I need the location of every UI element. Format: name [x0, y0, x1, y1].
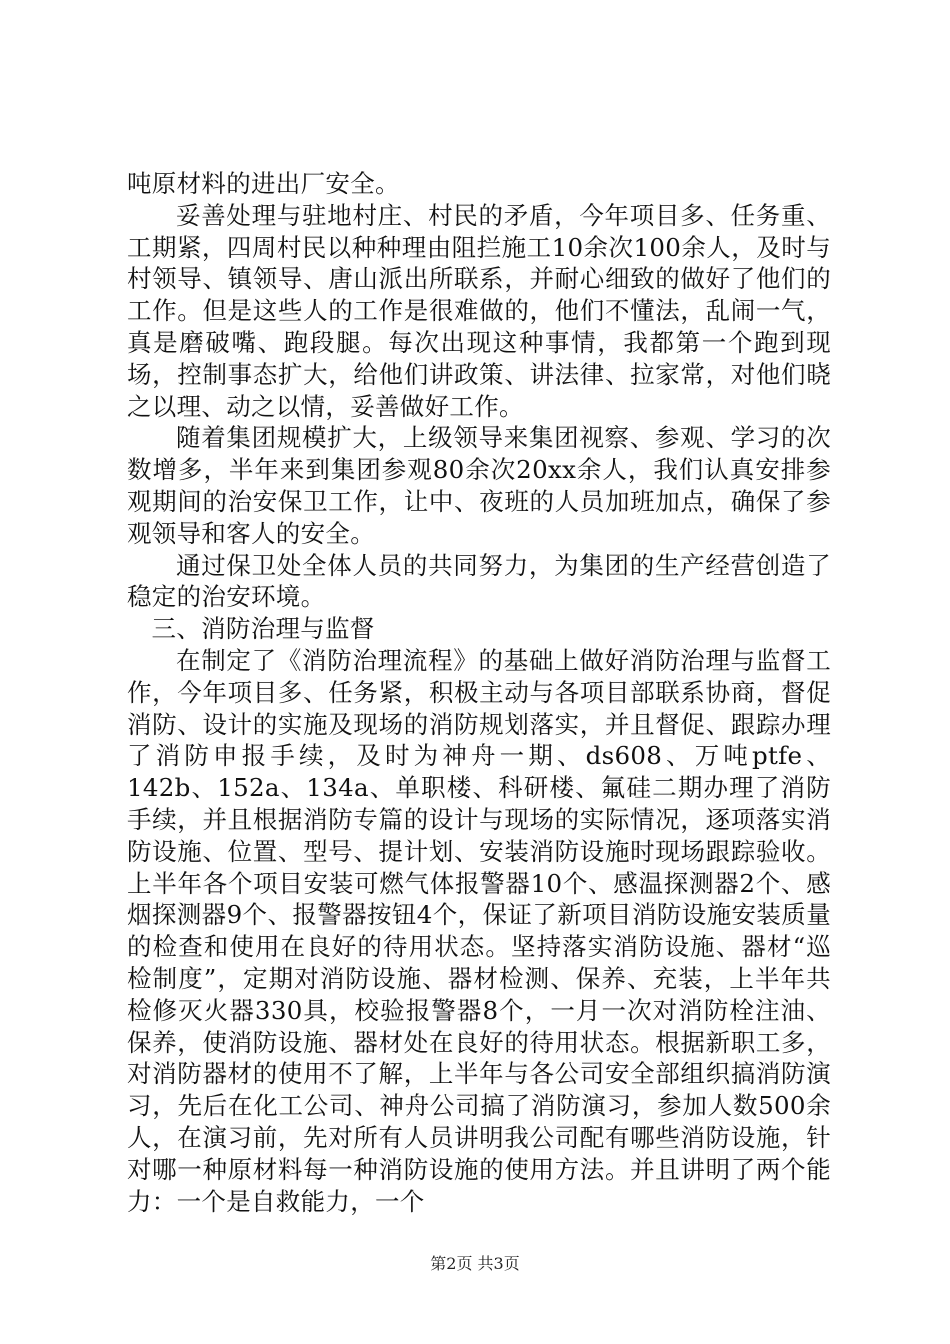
paragraph-village-relations: 妥善处理与驻地村庄、村民的矛盾，今年项目多、任务重、工期紧，四周村民以种种理由阻拦施工10余次100余人，及时与村领导、镇领导、唐山派出所联系，并耐心细致的做好了他们的工作。但是这些人的工作是很难做的，他们不懂法，乱闹一气，真是磨破嘴、跑段腿。每次出现这种事情，我都第一个跑到现场，控制事态扩大，给他们讲政策、讲法律、拉家常，对他们晓之以理、动之以情，妥善做好工作。 — [127, 200, 831, 421]
paragraph-security-summary: 通过保卫处全体人员的共同努力，为集团的生产经营创造了稳定的治安环境。 — [127, 550, 831, 612]
paragraph-continuation: 吨原材料的进出厂安全。 — [127, 169, 400, 198]
document-body — [127, 168, 831, 1217]
section-heading-fire-management: 三、消防治理与监督 — [151, 614, 375, 644]
page-number-footer: 第2页 共3页 — [430, 1254, 520, 1273]
paragraph-fire-management: 在制定了《消防治理流程》的基础上做好消防治理与监督工作，今年项目多、任务紧，积极主动与各项目部联系协商，督促消防、设计的实施及现场的消防规划落实，并且督促、跟踪办理了消防申报手续，及时为神舟一期、ds608、万吨ptfe、142b、152a、134a、单职楼、科研楼、氟硅二期办理了消防手续，并且根据消防专篇的设计与现场的实际情况，逐项落实消防设施、位置、型号、提计划、安装消防设施时现场跟踪验收。上半年各个项目安装可燃气体报警器10个、感温探测器2个、感烟探测器9个、报警器按钮4个，保证了新项目消防设施安装质量的检查和使用在良好的待用状态。坚持落实消防设施、器材“巡检制度”，定期对消防设施、器材检测、保养、充装，上半年共检修灭火器330具，校验报警器8个，一月一次对消防栓注油、保养，使消防设施、器材处在良好的待用状态。根据新职工多，对消防器材的使用不了解，上半年与各公司安全部组织搞消防演习，先后在化工公司、神舟公司搞了消防演习，参加人数500余人，在演习前，先对所有人员讲明我公司配有哪些消防设施，针对哪一种原材料每一种消防设施的使用方法。并且讲明了两个能力：一个是自救能力，一个 — [127, 645, 832, 1216]
paragraph-visits-security: 随着集团规模扩大，上级领导来集团视察、参观、学习的次数增多，半年来到集团参观80余次20xx余人，我们认真安排参观期间的治安保卫工作，让中、夜班的人员加班加点，确保了参观领导和客人的安全。 — [127, 423, 831, 548]
